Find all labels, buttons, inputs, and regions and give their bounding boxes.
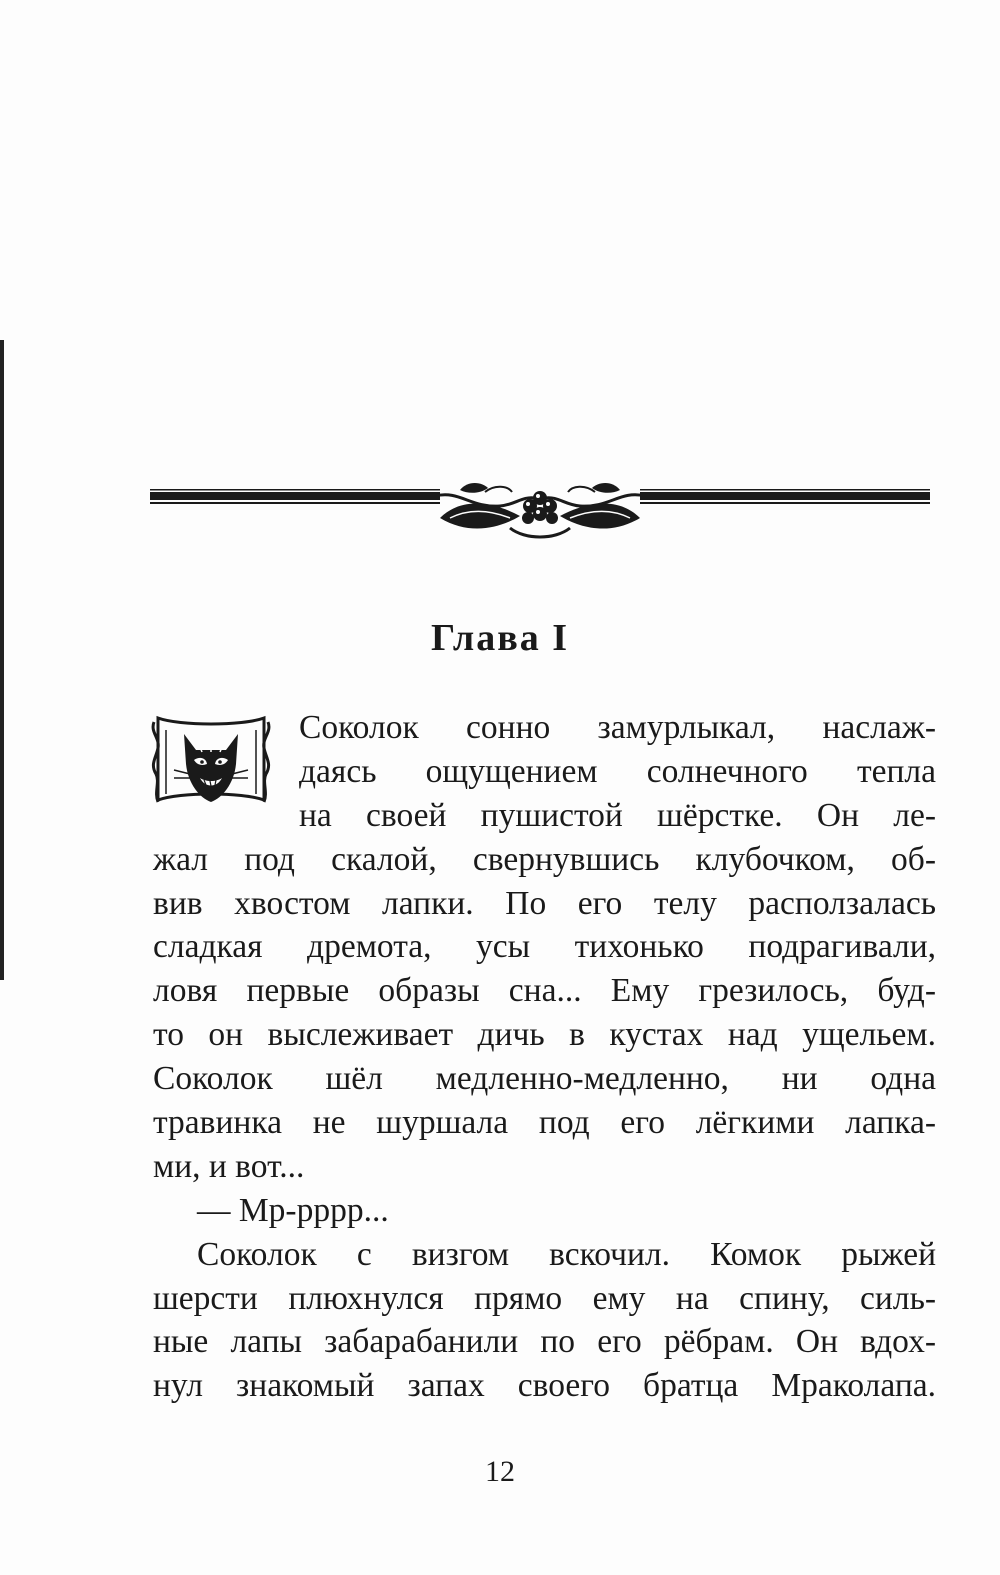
text-line: шерсти плюхнулся прямо ему на спину, силь- bbox=[153, 1279, 936, 1317]
text-line: нул знакомый запах своего братца Мраколапа. bbox=[153, 1367, 936, 1405]
text-line: жал под скалой, свернувшись клубочком, об- bbox=[153, 840, 936, 878]
text-line: на своей пушистой шёрстке. Он ле- bbox=[299, 796, 936, 834]
chapter-title: Глава I bbox=[430, 617, 570, 659]
text-line: даясь ощущением солнечного тепла bbox=[299, 752, 936, 790]
chapter-body bbox=[153, 706, 936, 1408]
text-line: ми, и вот... bbox=[153, 1147, 305, 1185]
text-line: то он выслеживает дичь в кустах над ущельем. bbox=[153, 1016, 936, 1054]
text-line: вив хвостом лапки. По его телу расползалась bbox=[153, 884, 936, 922]
text-line: ловя первые образы сна... Ему грезилось, буд- bbox=[153, 972, 936, 1010]
text-line: Соколок шёл медленно-медленно, ни одна bbox=[153, 1060, 936, 1098]
text-line: сладкая дремота, усы тихонько подрагивали, bbox=[153, 928, 936, 966]
text-line: Соколок с визгом вскочил. Комок рыжей bbox=[197, 1235, 936, 1273]
page-edge-shadow bbox=[0, 340, 4, 980]
page-number: 12 bbox=[485, 1455, 515, 1488]
dialogue-line: — Мр-рррр... bbox=[197, 1191, 389, 1229]
text-line: травинка не шуршала под его лёгкими лапка- bbox=[153, 1104, 936, 1142]
text-line: Соколок сонно замурлыкал, наслаж- bbox=[299, 709, 936, 746]
chapter-ornament bbox=[150, 478, 930, 550]
text-line: ные лапы забарабанили по его рёбрам. Он вдох- bbox=[153, 1323, 936, 1361]
